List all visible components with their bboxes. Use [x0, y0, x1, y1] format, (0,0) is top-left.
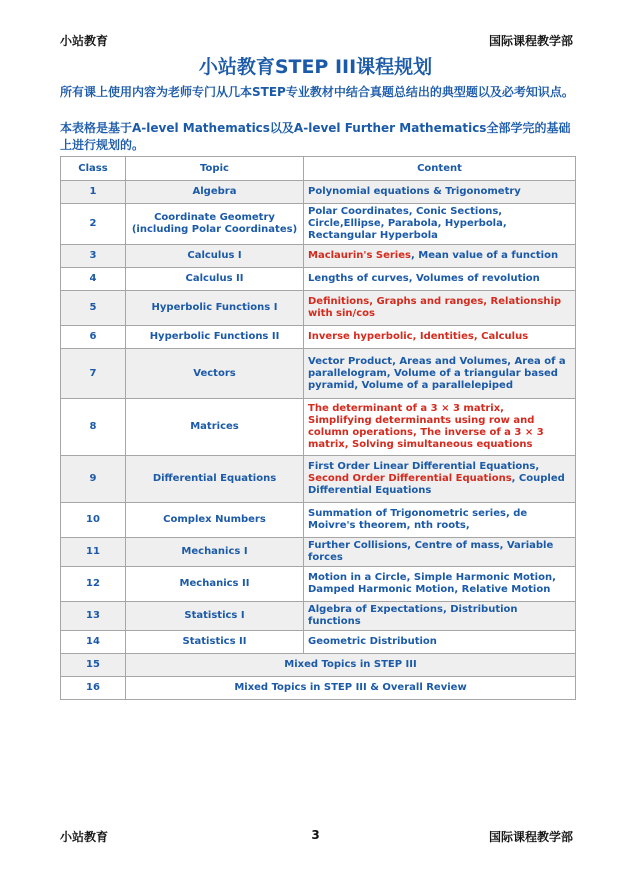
- content-text: Second Order Differential Equations: [308, 473, 512, 484]
- table-row: [61, 204, 576, 245]
- course-plan-table: [60, 156, 576, 700]
- class-number: 11: [61, 538, 126, 567]
- content-cell: [304, 456, 576, 503]
- content-text: Summation of Trigonometric series, de Moivre's theorem, nth roots,: [308, 508, 528, 531]
- table-row: [61, 399, 576, 456]
- topic-cell: Differential Equations: [126, 456, 304, 503]
- topic-cell: Calculus I: [126, 245, 304, 268]
- content-text: First Order Linear Differential Equations,: [308, 461, 540, 472]
- class-number: 2: [61, 204, 126, 245]
- content-text: The determinant of a 3 × 3 matrix, Simplifying determinants using row and column operations, The inverse of a 3 × 3 matrix, Solving simultaneous equations: [308, 403, 544, 450]
- table-row: [61, 456, 576, 503]
- class-number: 15: [61, 654, 126, 677]
- topic-cell: Hyperbolic Functions I: [126, 291, 304, 326]
- content-text: Algebra of Expectations, Distribution functions: [308, 604, 518, 627]
- content-text: Maclaurin's Series: [308, 250, 411, 261]
- table-row: [61, 245, 576, 268]
- content-cell: [304, 503, 576, 538]
- merged-topic-cell: Mixed Topics in STEP III: [126, 654, 576, 677]
- topic-cell: Algebra: [126, 181, 304, 204]
- topic-cell: Complex Numbers: [126, 503, 304, 538]
- class-number: 1: [61, 181, 126, 204]
- table-row: [61, 503, 576, 538]
- table-row: [61, 268, 576, 291]
- topic-cell: Mechanics II: [126, 567, 304, 602]
- class-number: 5: [61, 291, 126, 326]
- content-cell: [304, 602, 576, 631]
- table-row: [61, 181, 576, 204]
- table-row: [61, 602, 576, 631]
- header-left: 小站教育: [60, 34, 109, 48]
- class-number: 14: [61, 631, 126, 654]
- content-text: Further Collisions, Centre of mass, Variable forces: [308, 540, 554, 563]
- topic-cell: Matrices: [126, 399, 304, 456]
- table-row: [61, 349, 576, 399]
- content-cell: [304, 399, 576, 456]
- column-header-content: Content: [304, 157, 576, 181]
- class-number: 13: [61, 602, 126, 631]
- content-cell: [304, 268, 576, 291]
- content-text: Inverse hyperbolic, Identities, Calculus: [308, 331, 529, 342]
- table-header-row: [61, 157, 576, 181]
- page-number: 3: [311, 828, 320, 842]
- table-row: [61, 326, 576, 349]
- footer-left: 小站教育: [60, 830, 109, 844]
- content-text: Definitions, Graphs and ranges, Relationship with sin/cos: [308, 296, 562, 319]
- content-text: Polar Coordinates, Conic Sections, Circle,Ellipse, Parabola, Hyperbola, Rectangular Hyperbola: [308, 206, 507, 241]
- class-number: 4: [61, 268, 126, 291]
- merged-topic-cell: Mixed Topics in STEP III & Overall Review: [126, 677, 576, 700]
- topic-cell: Calculus II: [126, 268, 304, 291]
- class-number: 7: [61, 349, 126, 399]
- table-row: [61, 567, 576, 602]
- footer-right: 国际课程教学部: [488, 830, 573, 844]
- content-text: Lengths of curves, Volumes of revolution: [308, 273, 540, 284]
- content-text: Polynomial equations & Trigonometry: [308, 186, 521, 197]
- content-cell: [304, 245, 576, 268]
- content-text: Geometric Distribution: [308, 636, 437, 647]
- page-title: 小站教育STEP III课程规划: [198, 56, 433, 78]
- content-cell: [304, 291, 576, 326]
- content-cell: [304, 326, 576, 349]
- content-text: Vector Product, Areas and Volumes, Area of a parallelogram, Volume of a triangular based pyramid, Volume of a parallelepiped: [308, 355, 566, 391]
- table-row: [61, 538, 576, 567]
- class-number: 16: [61, 677, 126, 700]
- content-cell: [304, 567, 576, 602]
- topic-cell: Vectors: [126, 349, 304, 399]
- class-number: 10: [61, 503, 126, 538]
- column-header-class: Class: [61, 157, 126, 181]
- column-header-topic: Topic: [126, 157, 304, 181]
- content-cell: [304, 349, 576, 399]
- content-cell: [304, 204, 576, 245]
- intro-paragraph-2: 本表格是基于A-level Mathematics以及A-level Further Mathematics全部学完的基础上进行规划的。: [60, 121, 571, 152]
- content-text: , Mean value of a function: [410, 250, 559, 261]
- topic-cell: Coordinate Geometry (including Polar Coordinates): [126, 204, 304, 245]
- topic-cell: Hyperbolic Functions II: [126, 326, 304, 349]
- class-number: 3: [61, 245, 126, 268]
- content-cell: [304, 631, 576, 654]
- table-row: [61, 631, 576, 654]
- class-number: 8: [61, 399, 126, 456]
- content-cell: [304, 181, 576, 204]
- content-text: , Coupled Differential Equations: [308, 473, 565, 496]
- intro-paragraph-1: 所有课上使用内容为老师专门从几本STEP专业教材中结合真题总结出的典型题以及必考知识点。: [60, 85, 574, 99]
- class-number: 12: [61, 567, 126, 602]
- topic-cell: Mechanics I: [126, 538, 304, 567]
- class-number: 9: [61, 456, 126, 503]
- class-number: 6: [61, 326, 126, 349]
- table-row: [61, 677, 576, 700]
- header-right: 国际课程教学部: [488, 34, 573, 48]
- content-cell: [304, 538, 576, 567]
- table-row: [61, 291, 576, 326]
- table-row: [61, 654, 576, 677]
- topic-cell: Statistics I: [126, 602, 304, 631]
- content-text: Motion in a Circle, Simple Harmonic Motion, Damped Harmonic Motion, Relative Motion: [308, 572, 556, 595]
- topic-cell: Statistics II: [126, 631, 304, 654]
